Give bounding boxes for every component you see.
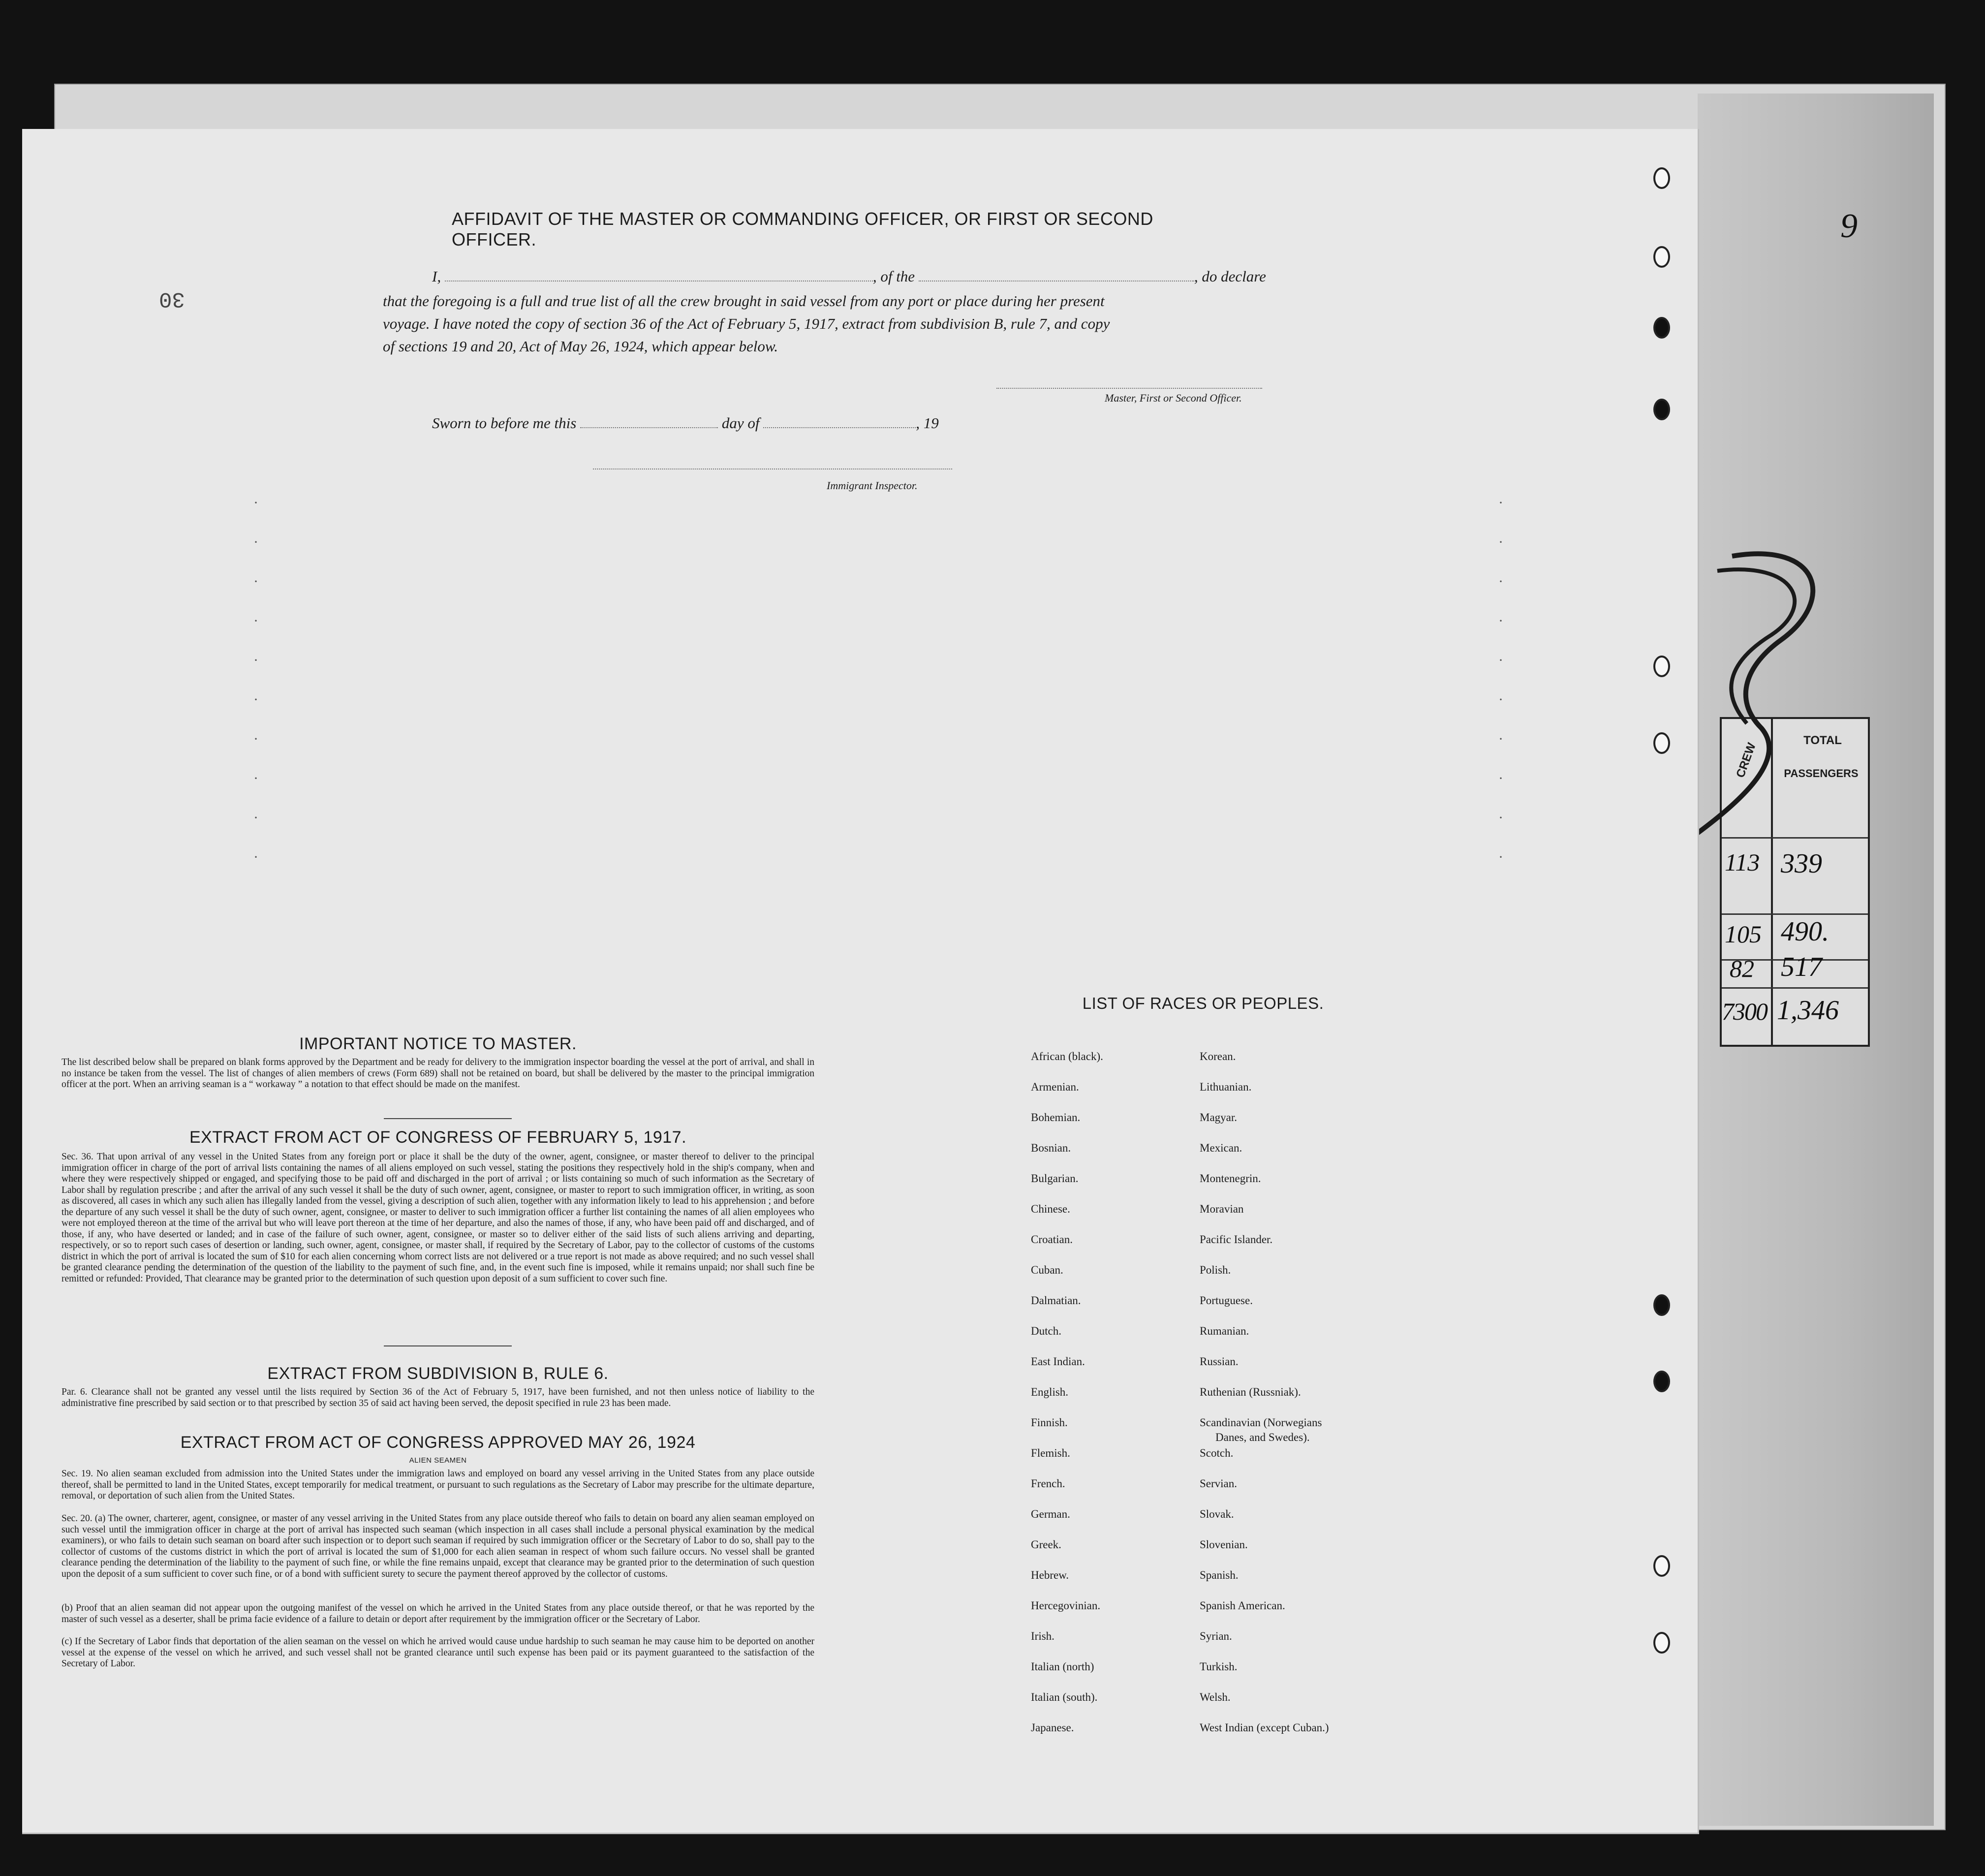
rule-6-title: EXTRACT FROM SUBDIVISION B, RULE 6.: [267, 1364, 609, 1383]
race-item: Mexican.: [1200, 1142, 1242, 1154]
pencil-scribble: [1673, 541, 1850, 856]
race-item: Greek.: [1031, 1538, 1061, 1551]
race-item: Korean.: [1200, 1050, 1236, 1063]
race-item: Magyar.: [1200, 1111, 1238, 1124]
races-title: LIST OF RACES OR PEOPLES.: [1082, 994, 1324, 1012]
binder-hole: [1653, 1294, 1670, 1316]
race-item: Bulgarian.: [1031, 1172, 1079, 1185]
master-caption: Master, First or Second Officer.: [1105, 392, 1242, 404]
inspector-caption: Immigrant Inspector.: [827, 479, 918, 492]
race-item: Moravian: [1200, 1203, 1244, 1215]
binder-hole: [1653, 1555, 1670, 1577]
totals-row-rule: [1722, 913, 1868, 915]
race-item: French.: [1031, 1477, 1065, 1490]
race-item: East Indian.: [1031, 1355, 1085, 1368]
affidavit-line-3: voyage. I have noted the copy of section 36 of the Act of February 5, 1917, extract from subdivision B, rule 7, and copy: [383, 315, 1110, 332]
affidavit-declare-label: , do declare: [1194, 268, 1266, 285]
race-item: Pacific Islander.: [1200, 1233, 1273, 1246]
binder-hole: [1653, 732, 1670, 754]
race-item: Turkish.: [1200, 1660, 1238, 1673]
race-item: Spanish.: [1200, 1569, 1239, 1581]
affidavit-line-1: [432, 268, 1266, 285]
race-item: Cuban.: [1031, 1264, 1063, 1276]
extract-1924-sec19: Sec. 19. No alien seaman excluded from admission into the United States under the immigration laws and employed on board any vessel arriving in the United States from any place outside thereof, shall be permitted to land in the United States, except temporarily for medical treatment, or pursuant to such regulations as the Secretary of Labor may prescribe for the ultimate departure, removal, or deportation of such alien from the United States.: [62, 1469, 814, 1501]
race-item: Flemish.: [1031, 1447, 1070, 1459]
race-item: Italian (south).: [1031, 1691, 1098, 1703]
bleed-through-dots: · · · · · · · · · ·: [253, 495, 258, 865]
race-item: African (black).: [1031, 1050, 1103, 1063]
race-item: Chinese.: [1031, 1203, 1070, 1215]
race-item: Italian (north): [1031, 1660, 1094, 1673]
rule-6-text: Par. 6. Clearance shall not be granted any vessel until the lists required by Section 36 of the Act of February 5, 1917, have been furnished, and not then unless notice of liability to the administrative fine prescribed by said section or to that prescribed by section 35 of said act having been served, the deposit specified in rule 23 has been made.: [62, 1387, 814, 1408]
binder-hole: [1653, 246, 1670, 268]
totals-row-rule: [1722, 987, 1868, 989]
binder-hole: [1653, 399, 1670, 420]
race-item: Hercegovinian.: [1031, 1599, 1101, 1612]
sworn-day-blank: [580, 427, 718, 428]
affidavit-line-4: of sections 19 and 20, Act of May 26, 1924, which appear below.: [383, 338, 778, 355]
binder-hole: [1653, 656, 1670, 677]
race-item: Polish.: [1200, 1264, 1231, 1276]
race-item: Dalmatian.: [1031, 1294, 1081, 1307]
extract-1924-title: EXTRACT FROM ACT OF CONGRESS APPROVED MAY 26, 1924: [180, 1433, 696, 1452]
extract-1917-text: Sec. 36. That upon arrival of any vessel in the United States from any foreign port or place it shall be the duty of the owner, agent, consignee, or master thereof to deliver to the principal immigration officer in charge of the port of arrival lists containing the names of all aliens employed on such vessel, stating the positions they respectively hold in the ship's company, when and where they were respectively shipped or engaged, and specifying those to be paid off and discharged in the port of arrival ; or lists containing so much of such information as the Secretary of Labor shall by regulation prescribe ; and after the arrival of any such vessel it shall be the duty of such owner, agent, consignee, or master to report to such immigration officer, in writing, as soon as discovered, all cases in which any such alien has illegally landed from the vessel, giving a description of such alien, together with any information likely to lead to his apprehension ; and before the departure of any such vessel it shall be the duty of such owner, agent, consignee, or master to deliver to such immigration officer a further list containing the names of all alien employees who were not employed thereon at the time of the arrival but who will leave port thereon at the time of her departure, and also the names of those, if any, who have been paid off and discharged, and of those, if any, who have deserted or landed; and in case of the failure of such owner, agent, consignee, or master so to deliver either of the said lists of such aliens arriving and departing, respectively, or so to report such cases of desertion or landing, such owner, agent, consignee, or master shall, if required by the Secretary of Labor, pay to the collector of customs of the customs district in which the port of arrival is located the sum of $10 for each alien concerning whom correct lists are not delivered or a true report is not made as above required; and no such vessel shall be granted clearance pending the determination of the question of the liability to the payment of such fine, and, in the event such fine is imposed, while it remains unpaid; nor shall such fine be remitted or refunded: Provided, That clearance may be granted prior to the determination of such question upon deposit of a sum sufficient to cover such fine.: [62, 1152, 814, 1284]
binder-hole: [1653, 1632, 1670, 1654]
totals-header-passengers: PASSENGERS: [1784, 767, 1859, 780]
totals-crew-value: 7300: [1722, 998, 1767, 1025]
race-item: Finnish.: [1031, 1416, 1068, 1429]
race-item: Syrian.: [1200, 1630, 1232, 1642]
race-item: Rumanian.: [1200, 1325, 1249, 1337]
race-item: German.: [1031, 1508, 1070, 1520]
extract-1924-sec20c: (c) If the Secretary of Labor finds that deportation of the alien seaman on the vessel on which he arrived would cause undue hardship to such seaman he may cause him to be deported on another vessel at the expense of the vessel on which he arrived, and such vessel shall not be granted clearance until such expense has been paid or its payment guaranteed to the satisfaction of the Secretary of Labor.: [62, 1636, 814, 1669]
totals-total-value: 339: [1781, 848, 1822, 879]
race-item: Hebrew.: [1031, 1569, 1069, 1581]
race-item: Irish.: [1031, 1630, 1055, 1642]
extract-1924-subtitle: ALIEN SEAMEN: [409, 1456, 467, 1465]
race-item: Lithuanian.: [1200, 1081, 1252, 1093]
race-item: English.: [1031, 1386, 1069, 1398]
race-item: Montenegrin.: [1200, 1172, 1261, 1185]
totals-header-crew: CREW: [1734, 741, 1759, 780]
margin-number: 30: [159, 286, 185, 311]
totals-total-value: 1,346: [1777, 995, 1839, 1026]
race-item: Spanish American.: [1200, 1599, 1285, 1612]
section-rule: [384, 1118, 512, 1119]
affidavit-line-2: that the foregoing is a full and true list of all the crew brought in said vessel from any port or place during her present: [383, 292, 1105, 310]
race-item: Ruthenian (Russniak).: [1200, 1386, 1301, 1398]
sworn-line: [432, 414, 939, 432]
extract-1924-sec20b: (b) Proof that an alien seaman did not appear upon the outgoing manifest of the vessel on which he arrived in the United States from any place outside thereof, or that he was reported by the master of such vessel as a deserter, shall be prima facie evidence of a failure to detain or deport after requirement by the immigration officer or the Secretary of Labor.: [62, 1603, 814, 1625]
race-item: Slovak.: [1200, 1508, 1234, 1520]
race-item: Croatian.: [1031, 1233, 1073, 1246]
race-item: Armenian.: [1031, 1081, 1079, 1093]
bleed-through-dots: · · · · · · · · · ·: [1498, 495, 1503, 865]
notice-title: IMPORTANT NOTICE TO MASTER.: [299, 1034, 577, 1053]
race-item: Danes, and Swedes).: [1215, 1431, 1310, 1443]
corner-mark: 9: [1840, 207, 1858, 245]
totals-total-value: 517: [1781, 952, 1822, 982]
race-item: Bosnian.: [1031, 1142, 1071, 1154]
totals-crew-value: 82: [1730, 955, 1754, 982]
binder-hole: [1653, 1371, 1670, 1392]
race-item: Servian.: [1200, 1477, 1238, 1490]
totals-total-value: 490.: [1781, 916, 1829, 947]
sworn-year-label: , 19: [916, 414, 939, 432]
affidavit-title: AFFIDAVIT OF THE MASTER OR COMMANDING OFFICER, OR FIRST OR SECOND OFFICER.: [452, 209, 1153, 250]
sworn-day-label: day of: [721, 414, 760, 432]
extract-1924-sec20a: Sec. 20. (a) The owner, charterer, agent, consignee, or master of any vessel arriving in the United States from any place outside thereof who fails to detain on board any alien seaman employed on such vessel until the immigration officer in charge at the port of arrival has inspected such seaman (which inspection in all cases shall include a personal physical examination by the medical examiners), or who fails to detain such seaman on board after such inspection or to deport such seaman if required by such immigration officer or the Secretary of Labor to do so, shall pay to the collector of customs of the customs district in which the port of arrival is located the sum of $1,000 for each alien seaman in respect of whom such failure occurs. No vessel shall be granted clearance pending the determination of the liability to the payment of such fine, or while the fine remains unpaid, except that clearance may be granted prior to the determination of such question upon the deposit of a sum sufficient to cover such fine, or of a bond with sufficient surety to secure the payment thereof approved by the collector of customs.: [62, 1513, 814, 1579]
race-item: Welsh.: [1200, 1691, 1231, 1703]
totals-crew-value: 105: [1725, 920, 1762, 948]
race-item: Dutch.: [1031, 1325, 1061, 1337]
totals-crew-value: 113: [1725, 848, 1760, 876]
race-item: Portuguese.: [1200, 1294, 1253, 1307]
affidavit-i-label: I,: [432, 268, 441, 285]
totals-header-total: TOTAL: [1803, 734, 1842, 747]
binder-hole: [1653, 317, 1670, 339]
race-item: Scotch.: [1200, 1447, 1234, 1459]
sworn-prefix: Sworn to before me this: [432, 414, 577, 432]
section-rule: [384, 1345, 512, 1346]
master-signature-line: [996, 388, 1262, 389]
affidavit-of-the-label: , of the: [872, 268, 915, 285]
binder-hole: [1653, 167, 1670, 189]
race-item: Slovenian.: [1200, 1538, 1248, 1551]
race-item: Russian.: [1200, 1355, 1239, 1368]
race-item: Scandinavian (Norwegians: [1200, 1416, 1322, 1429]
sworn-month-blank: [763, 427, 916, 428]
affidavit-form-page: [22, 129, 1699, 1834]
notice-text: The list described below shall be prepared on blank forms approved by the Department and be ready for delivery to the immigration inspector boarding the vessel at the port of arrival, and shall in no instance be taken from the vessel. The list of changes of alien members of crews (Form 689) shall not be retained on board, but shall be delivered by the master to the principal immigration officer at the port. When an arriving seaman is a “ workaway ” a notation to that effect should be made on the manifest.: [62, 1057, 814, 1090]
extract-1917-title: EXTRACT FROM ACT OF CONGRESS OF FEBRUARY 5, 1917.: [189, 1128, 687, 1147]
race-item: Japanese.: [1031, 1721, 1074, 1734]
race-item: West Indian (except Cuban.): [1200, 1721, 1329, 1734]
race-item: Bohemian.: [1031, 1111, 1081, 1124]
